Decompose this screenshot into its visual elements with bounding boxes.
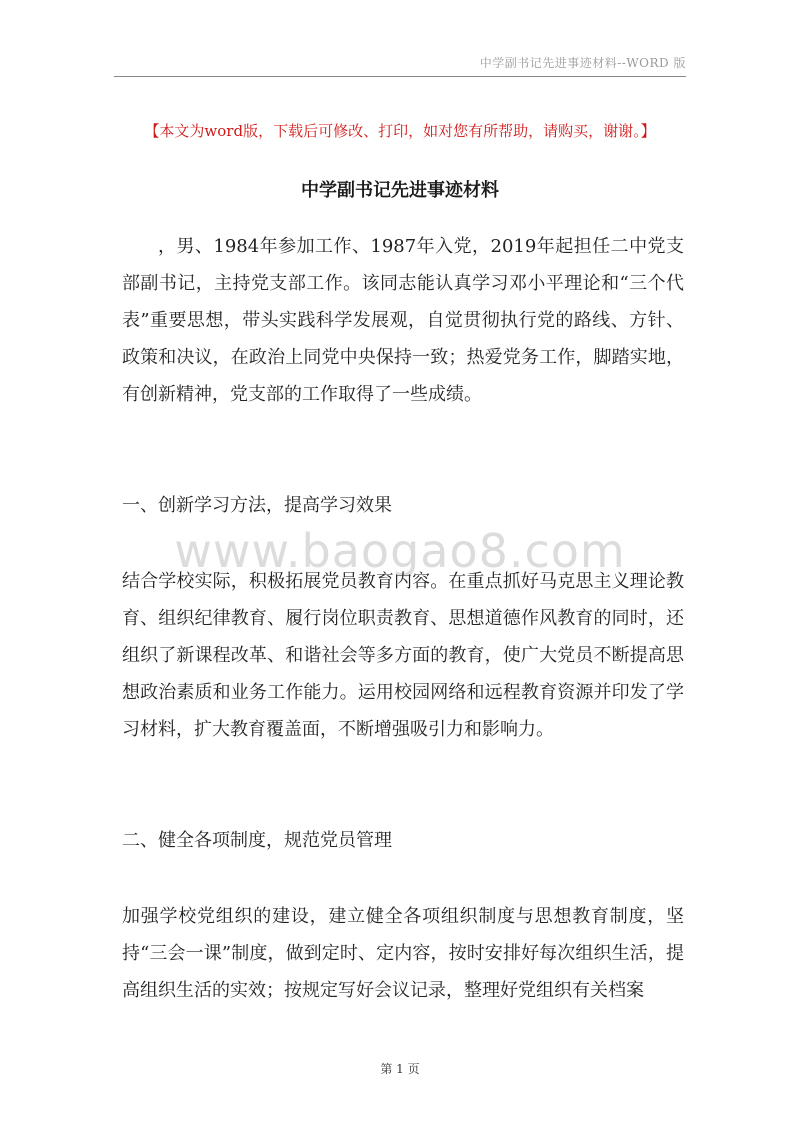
section-body-2: 加强学校党组织的建设，建立健全各项组织制度与思想教育制度，坚持“三会一课”制度，做到定时、定内容，按时安排好每次组织生活，提高组织生活的实效；按规定写好会议记录，整理好党组织有关档案 (122, 906, 684, 1001)
watermark-text: www.baogao8.com (174, 524, 626, 578)
intro-paragraph: ，男、1984年参加工作、1987年入党，2019年起担任二中党支部副书记，主持党支部工作。该同志能认真学习邓小平理论和“三个代表”重要思想，带头实践科学发展观，自觉贯彻执行党的路线、方针、政策和决议，在政治上同党中央保持一致；热爱党务工作，脚踏实地，有创新精神，党支部的工作取得了一些成绩。 (122, 236, 684, 405)
section-heading-2: 二、健全各项制度，规范党员管理 (122, 830, 392, 851)
section-heading-1: 一、创新学习方法，提高学习效果 (122, 495, 392, 516)
section-body-1: 结合学校实际，积极拓展党员教育内容。在重点抓好马克思主义理论教育、组织纪律教育、履行岗位职责教育、思想道德作风教育的同时，还组织了新课程改革、和谐社会等多方面的教育，使广大党员不断提高思想政治素质和业务工作能力。运用校园网络和远程教育资源并印发了学习材料，扩大教育覆盖面，不断增强吸引力和影响力。 (122, 571, 684, 740)
document-title: 中学副书记先进事迹材料 (301, 180, 499, 201)
page-header-title: 中学副书记先进事迹材料--WORD 版 (479, 56, 686, 70)
header-divider (114, 76, 686, 77)
purchase-notice: 【本文为word版，下载后可修改、打印，如对您有所帮助，请购买，谢谢。】 (144, 122, 656, 140)
page-number: 第 1 页 (380, 1062, 420, 1076)
